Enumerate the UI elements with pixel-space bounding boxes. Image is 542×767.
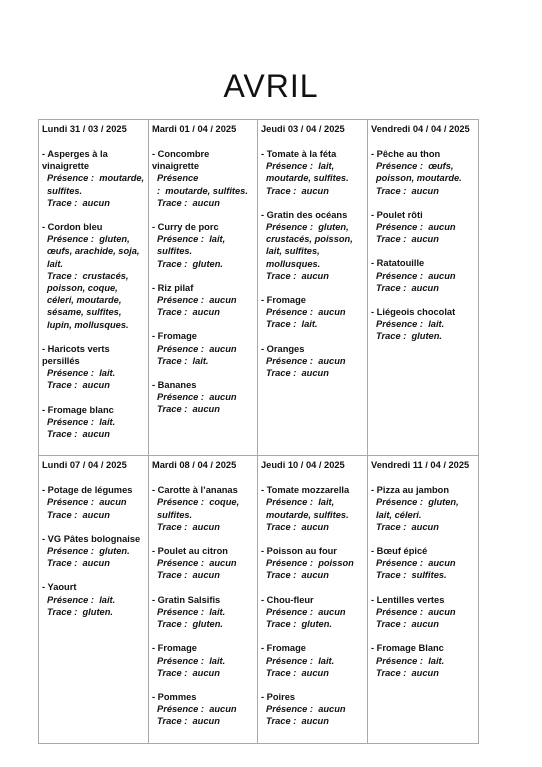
presence-value: gluten. — [99, 546, 130, 557]
trace-line — [261, 185, 364, 197]
presence-label: Présence : — [47, 546, 95, 557]
trace-label: Trace : — [157, 521, 188, 532]
presence-label: Présence : — [266, 558, 314, 569]
presence-label: Présence : — [47, 594, 95, 605]
dish-name: - Fromage — [152, 331, 197, 342]
presence-line — [261, 655, 364, 667]
trace-line — [42, 197, 145, 209]
presence-label: Présence : — [266, 307, 314, 318]
dish-item — [261, 343, 364, 380]
dish-name: - Concombre vinaigrette — [152, 149, 210, 172]
trace-label: Trace : — [266, 185, 297, 196]
page-title: AVRIL — [223, 68, 319, 104]
trace-label: Trace : — [47, 429, 78, 440]
dish-name: - Fromage blanc — [42, 404, 114, 415]
presence-value: aucun — [209, 558, 237, 569]
trace-line — [371, 521, 475, 533]
presence-line — [152, 172, 254, 196]
presence-line — [42, 172, 145, 196]
trace-line — [371, 233, 475, 245]
trace-line — [371, 282, 475, 294]
presence-label: Présence : — [376, 497, 424, 508]
presence-line — [261, 496, 364, 520]
trace-label: Trace : — [376, 282, 407, 293]
trace-label: Trace : — [376, 331, 407, 342]
menu-table-body — [39, 120, 479, 744]
presence-value: aucun — [318, 606, 346, 617]
trace-line — [261, 715, 364, 727]
presence-label: Présence : — [266, 704, 314, 715]
presence-label: Présence : — [47, 368, 95, 379]
presence-value: aucun — [428, 222, 456, 233]
presence-label: Présence : — [157, 295, 205, 306]
dish-item — [152, 594, 254, 631]
presence-label: Présence : — [376, 270, 424, 281]
presence-label: Présence : — [266, 355, 314, 366]
dish-item — [152, 484, 254, 533]
presence-line — [371, 557, 475, 569]
day-header: Mardi 01 / 04 / 2025 — [152, 124, 237, 134]
presence-value: aucun — [428, 558, 456, 569]
day-cell — [149, 120, 258, 456]
dish-item — [261, 484, 364, 533]
dish-name: - Tomate mozzarella — [261, 485, 350, 496]
presence-label: Présence : — [376, 606, 424, 617]
presence-value: lait. — [99, 594, 116, 605]
trace-label: Trace : — [266, 521, 297, 532]
presence-label: Présence : — [157, 392, 205, 403]
presence-value: moutarde, sulfites. — [165, 185, 248, 196]
trace-label: Trace : — [266, 619, 297, 630]
day-cell — [39, 120, 149, 456]
presence-value: lait. — [99, 416, 116, 427]
dish-name: - Bœuf épicé — [371, 546, 428, 557]
dish-name: - Fromage Blanc — [371, 643, 444, 654]
trace-value: lait. — [301, 319, 318, 330]
trace-value: aucun — [301, 667, 329, 678]
trace-line — [42, 606, 145, 618]
dish-item — [152, 545, 254, 582]
dish-item — [261, 642, 364, 679]
presence-line — [42, 594, 145, 606]
trace-value: aucun — [82, 429, 110, 440]
trace-line — [371, 185, 475, 197]
presence-line — [42, 496, 145, 508]
presence-line — [42, 367, 145, 379]
presence-line — [371, 318, 475, 330]
trace-line — [42, 270, 145, 331]
presence-value: aucun — [428, 270, 456, 281]
presence-label: Présence : — [266, 161, 314, 172]
presence-label: Présence : — [376, 655, 424, 666]
trace-label: Trace : — [376, 521, 407, 532]
dish-name: - Potage de légumes — [42, 485, 133, 496]
trace-value: aucun — [82, 558, 110, 569]
dish-name: - Lentilles vertes — [371, 594, 445, 605]
trace-value: gluten. — [192, 258, 223, 269]
trace-value: gluten. — [82, 606, 113, 617]
trace-value: aucun — [192, 404, 220, 415]
presence-label: Présence : — [157, 655, 205, 666]
presence-value: lait. — [428, 655, 445, 666]
presence-value: aucun — [209, 704, 237, 715]
dish-item — [152, 379, 254, 416]
trace-label: Trace : — [157, 307, 188, 318]
trace-line — [152, 521, 254, 533]
trace-value: crustacés, poisson, coque, céleri, moutarde, sésame, sulfites, lupin, mollusques. — [47, 270, 129, 330]
presence-line — [371, 655, 475, 667]
presence-line — [261, 355, 364, 367]
dish-item — [371, 148, 475, 197]
presence-line — [261, 306, 364, 318]
dish-item — [371, 545, 475, 582]
presence-label: Présence : — [376, 319, 424, 330]
dish-name: - Tomate à la féta — [261, 149, 337, 159]
day-header: Lundi 07 / 04 / 2025 — [42, 460, 127, 471]
dish-name: - Asperges à la vinaigrette — [42, 149, 108, 172]
day-header: Vendredi 04 / 04 / 2025 — [371, 124, 470, 134]
presence-label: Présence : — [376, 558, 424, 569]
trace-line — [152, 197, 254, 209]
trace-value: aucun — [82, 509, 110, 520]
dish-item — [261, 209, 364, 282]
presence-label: Présence : — [157, 343, 205, 354]
presence-value: lait, moutarde, sulfites. — [266, 161, 349, 184]
dish-name: - Riz pilaf — [152, 282, 194, 293]
presence-line — [261, 557, 364, 569]
dish-name: - Pommes — [152, 691, 197, 702]
trace-label: Trace : — [157, 619, 188, 630]
trace-label: Trace : — [376, 185, 407, 196]
trace-value: aucun — [82, 197, 110, 208]
dish-item — [42, 533, 145, 570]
day-header: Jeudi 03 / 04 / 2025 — [261, 124, 345, 134]
presence-label: Présence : — [266, 655, 314, 666]
trace-line — [152, 667, 254, 679]
presence-label: Présence : — [157, 234, 205, 245]
day-cell — [39, 456, 149, 743]
trace-line — [261, 521, 364, 533]
presence-label: Présence : — [47, 173, 95, 184]
trace-label: Trace : — [266, 368, 297, 379]
presence-label: Présence : — [157, 497, 205, 508]
presence-label: Présence : — [47, 234, 95, 245]
dish-item — [371, 306, 475, 343]
presence-line — [371, 496, 475, 520]
trace-label: Trace : — [157, 258, 188, 269]
trace-value: gluten. — [411, 331, 442, 342]
presence-value: lait. — [99, 368, 116, 379]
presence-value: lait, sulfites. — [157, 234, 226, 257]
presence-label: Présence : — [266, 222, 314, 233]
presence-line — [371, 221, 475, 233]
dish-name: - Gratin Salsifis — [152, 594, 221, 605]
trace-line — [42, 379, 145, 391]
dish-name: - Haricots verts persillés — [42, 343, 110, 367]
dish-item — [371, 594, 475, 631]
day-header: Mardi 08 / 04 / 2025 — [152, 460, 237, 471]
dish-item — [152, 330, 254, 367]
dish-item — [42, 484, 145, 521]
dish-name: - Pêche au thon — [371, 149, 441, 159]
dish-name: - Fromage — [152, 643, 197, 654]
presence-line — [152, 606, 254, 618]
presence-value: aucun — [318, 704, 346, 715]
trace-label: Trace : — [266, 570, 297, 581]
dish-item — [371, 257, 475, 294]
dish-name: - VG Pâtes bolognaise — [42, 533, 141, 544]
dish-item — [152, 282, 254, 319]
presence-value: aucun — [318, 307, 346, 318]
trace-line — [261, 569, 364, 581]
dish-name: - Yaourt — [42, 582, 77, 593]
trace-value: aucun — [192, 307, 220, 318]
presence-line — [261, 703, 364, 715]
dish-item — [42, 148, 145, 209]
dish-item — [261, 691, 364, 728]
trace-line — [152, 355, 254, 367]
dish-item — [42, 343, 145, 392]
dish-name: - Fromage — [261, 643, 306, 654]
trace-value: aucun — [301, 368, 329, 379]
presence-line — [152, 557, 254, 569]
trace-line — [42, 557, 145, 569]
trace-line — [261, 318, 364, 330]
trace-label: Trace : — [266, 667, 297, 678]
trace-line — [261, 270, 364, 282]
presence-line — [152, 703, 254, 715]
presence-label: Présence : — [266, 497, 314, 508]
presence-label: Présence : — [376, 161, 424, 172]
dish-item — [152, 642, 254, 679]
trace-line — [152, 258, 254, 270]
presence-label: Présence : — [47, 416, 95, 427]
trace-value: aucun — [411, 521, 439, 532]
presence-value: lait. — [209, 606, 226, 617]
dish-name: - Liégeois chocolat — [371, 307, 456, 318]
presence-value: aucun — [318, 355, 346, 366]
trace-value: aucun — [411, 667, 439, 678]
day-cell — [368, 120, 479, 456]
dish-name: - Ratatouille — [371, 258, 425, 269]
presence-value: œufs, poisson, moutarde. — [376, 161, 462, 184]
trace-label: Trace : — [157, 404, 188, 415]
trace-value: aucun — [192, 197, 220, 208]
presence-value: gluten, lait, céleri. — [376, 497, 459, 520]
dish-name: - Gratin des océans — [261, 209, 348, 220]
dish-item — [42, 581, 145, 618]
trace-value: aucun — [301, 270, 329, 281]
trace-label: Trace : — [376, 570, 407, 581]
trace-value: aucun — [411, 282, 439, 293]
presence-value: aucun — [99, 497, 127, 508]
day-cell — [149, 456, 258, 743]
dish-name: - Poulet rôti — [371, 209, 423, 220]
trace-label: Trace : — [47, 606, 78, 617]
trace-value: aucun — [192, 521, 220, 532]
day-cell — [368, 456, 479, 743]
presence-line — [261, 160, 364, 184]
presence-label: Présence : — [376, 222, 424, 233]
dish-item — [152, 221, 254, 270]
trace-value: aucun — [192, 667, 220, 678]
trace-value: aucun — [301, 570, 329, 581]
trace-value: sulfites. — [411, 570, 447, 581]
dish-item — [42, 404, 145, 441]
presence-value: aucun — [209, 392, 237, 403]
dish-item — [371, 209, 475, 246]
presence-value: aucun — [209, 295, 237, 306]
presence-value: gluten, crustacés, poisson, lait, sulfites, mollusques. — [266, 222, 353, 269]
presence-label: Présence : — [157, 606, 205, 617]
trace-line — [42, 509, 145, 521]
presence-value: lait, moutarde, sulfites. — [266, 497, 349, 520]
presence-label: Présence : — [266, 606, 314, 617]
trace-value: aucun — [301, 185, 329, 196]
presence-value: lait. — [209, 655, 226, 666]
presence-line — [371, 160, 475, 184]
week-row — [39, 456, 479, 743]
day-cell — [258, 120, 368, 456]
trace-value: gluten. — [192, 619, 223, 630]
trace-label: Trace : — [157, 570, 188, 581]
dish-name: - Poulet au citron — [152, 546, 228, 557]
dish-item — [371, 642, 475, 679]
presence-value: poisson — [318, 558, 354, 569]
trace-line — [261, 367, 364, 379]
trace-value: aucun — [301, 521, 329, 532]
trace-value: gluten. — [301, 619, 332, 630]
presence-value: aucun — [428, 606, 456, 617]
dish-item — [261, 294, 364, 331]
trace-line — [371, 569, 475, 581]
dish-name: - Oranges — [261, 343, 305, 354]
trace-value: aucun — [192, 716, 220, 727]
presence-line — [42, 233, 145, 270]
day-header: Lundi 31 / 03 / 2025 — [42, 124, 127, 134]
trace-line — [152, 403, 254, 415]
trace-line — [261, 667, 364, 679]
trace-value: aucun — [411, 185, 439, 196]
presence-value: lait. — [318, 655, 335, 666]
trace-label: Trace : — [157, 355, 188, 366]
dish-item — [371, 484, 475, 533]
dish-name: - Poisson au four — [261, 546, 337, 557]
trace-line — [371, 330, 475, 342]
dish-item — [261, 545, 364, 582]
trace-line — [261, 618, 364, 630]
day-header: Jeudi 10 / 04 / 2025 — [261, 460, 345, 471]
dish-name: - Pizza au jambon — [371, 485, 450, 496]
presence-line — [152, 233, 254, 257]
presence-line — [152, 343, 254, 355]
dish-name: - Carotte à l’ananas — [152, 485, 238, 496]
weekly-menu-table — [38, 119, 479, 744]
dish-name: - Bananes — [152, 380, 197, 391]
presence-value: lait. — [428, 319, 445, 330]
trace-label: Trace : — [47, 197, 78, 208]
trace-label: Trace : — [376, 234, 407, 245]
trace-value: lait. — [192, 355, 209, 366]
dish-name: - Curry de porc — [152, 222, 219, 233]
presence-value: coque, sulfites. — [157, 497, 240, 520]
trace-value: aucun — [411, 234, 439, 245]
presence-label: Présence : — [157, 173, 199, 196]
trace-value: aucun — [411, 619, 439, 630]
presence-value: gluten, œufs, arachide, soja, lait. — [47, 234, 140, 269]
presence-label: Présence : — [157, 558, 205, 569]
presence-value: aucun — [209, 343, 237, 354]
trace-label: Trace : — [47, 558, 78, 569]
trace-label: Trace : — [266, 319, 297, 330]
day-cell — [258, 456, 368, 743]
dish-name: - Fromage — [261, 295, 306, 306]
trace-line — [371, 667, 475, 679]
dish-name: - Cordon bleu — [42, 222, 103, 233]
trace-value: aucun — [301, 716, 329, 727]
trace-label: Trace : — [47, 270, 78, 281]
trace-label: Trace : — [266, 270, 297, 281]
presence-line — [42, 416, 145, 428]
trace-label: Trace : — [376, 667, 407, 678]
dish-name: - Chou-fleur — [261, 594, 314, 605]
trace-label: Trace : — [47, 509, 78, 520]
trace-line — [152, 715, 254, 727]
presence-line — [152, 391, 254, 403]
dish-name: - Poires — [261, 691, 296, 702]
presence-line — [42, 545, 145, 557]
day-header: Vendredi 11 / 04 / 2025 — [371, 460, 470, 471]
presence-line — [261, 606, 364, 618]
trace-label: Trace : — [157, 667, 188, 678]
trace-label: Trace : — [266, 716, 297, 727]
trace-line — [152, 618, 254, 630]
dish-item — [152, 691, 254, 728]
trace-line — [152, 306, 254, 318]
trace-label: Trace : — [157, 716, 188, 727]
presence-line — [152, 655, 254, 667]
presence-label: Présence : — [157, 704, 205, 715]
presence-line — [371, 270, 475, 282]
trace-line — [152, 569, 254, 581]
presence-line — [152, 496, 254, 520]
presence-line — [152, 294, 254, 306]
trace-value: aucun — [82, 380, 110, 391]
presence-value: moutarde, sulfites. — [47, 173, 145, 196]
presence-label: Présence : — [47, 497, 95, 508]
presence-line — [261, 221, 364, 270]
trace-label: Trace : — [376, 619, 407, 630]
trace-line — [42, 428, 145, 440]
trace-label: Trace : — [157, 197, 188, 208]
presence-line — [371, 606, 475, 618]
dish-item — [261, 594, 364, 631]
dish-item — [152, 148, 254, 209]
trace-line — [371, 618, 475, 630]
trace-label: Trace : — [47, 380, 78, 391]
dish-item — [42, 221, 145, 331]
trace-value: aucun — [192, 570, 220, 581]
week-row — [39, 120, 479, 456]
dish-item — [261, 148, 364, 197]
